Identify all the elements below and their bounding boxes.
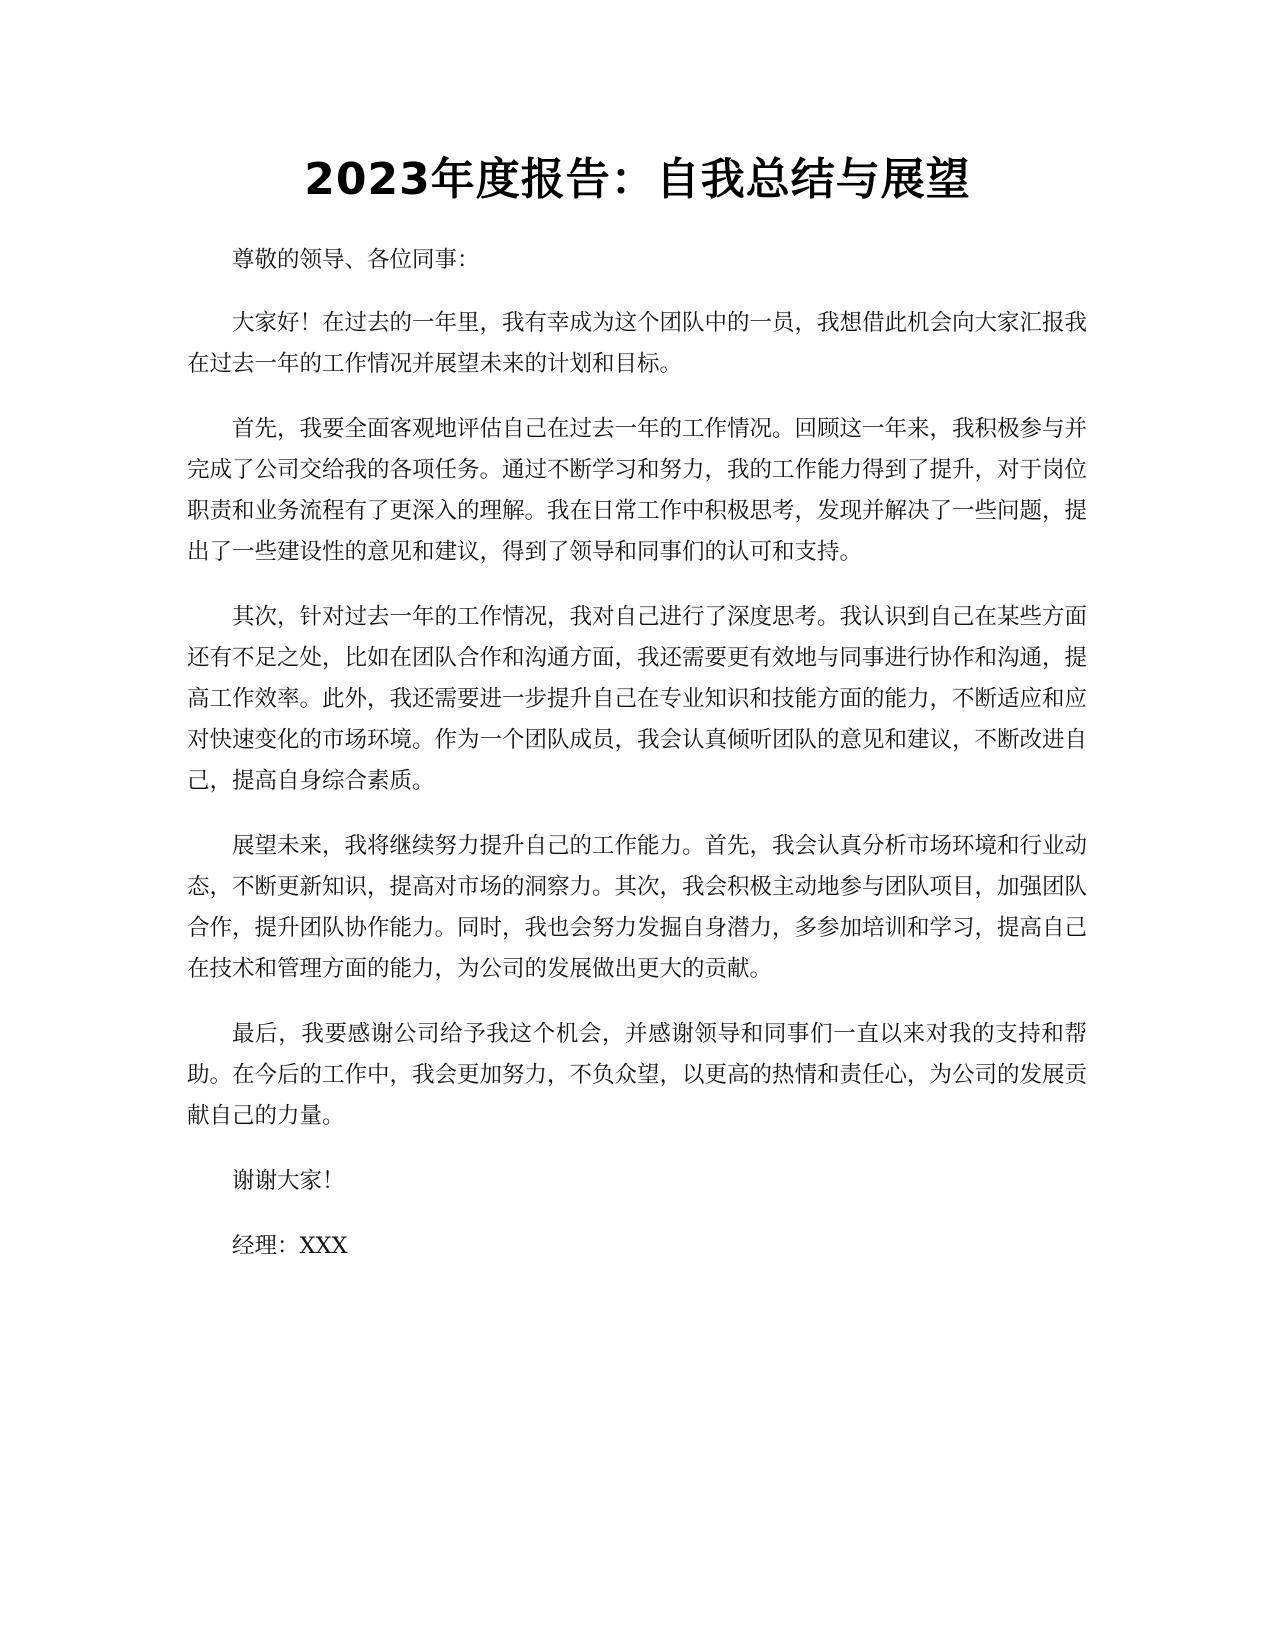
- signature: 经理：XXX: [232, 1233, 348, 1259]
- salutation: 尊敬的领导、各位同事：: [232, 247, 480, 273]
- paragraph-self-assessment: 首先，我要全面客观地评估自己在过去一年的工作情况。回顾这一年来，我积极参与并完成了公司交给我的各项任务。通过不断学习和努力，我的工作能力得到了提升，对于岗位职责和业务流程有了更深入的理解。我在日常工作中积极思考，发现并解决了一些问题，提出了一些建设性的意见和建议，得到了领导和同事们的认可和支持。: [187, 416, 1088, 565]
- paragraph-outlook: 展望未来，我将继续努力提升自己的工作能力。首先，我会认真分析市场环境和行业动态，不断更新知识，提高对市场的洞察力。其次，我会积极主动地参与团队项目，加强团队合作，提升团队协作能力。同时，我也会努力发掘自身潜力，多参加培训和学习，提高自己在技术和管理方面的能力，为公司的发展做出更大的贡献。: [187, 833, 1088, 982]
- paragraph-reflection: 其次，针对过去一年的工作情况，我对自己进行了深度思考。我认识到自己在某些方面还有不足之处，比如在团队合作和沟通方面，我还需要更有效地与同事进行协作和沟通，提高工作效率。此外，我还需要进一步提升自己在专业知识和技能方面的能力，不断适应和应对快速变化的市场环境。作为一个团队成员，我会认真倾听团队的意见和建议，不断改进自己，提高自身综合素质。: [187, 604, 1088, 794]
- document-title: 2023年度报告：自我总结与展望: [304, 154, 971, 205]
- closing-line: 谢谢大家！: [232, 1168, 345, 1194]
- paragraph-greeting: 大家好！在过去的一年里，我有幸成为这个团队中的一员，我想借此机会向大家汇报我在过去一年的工作情况并展望未来的计划和目标。: [187, 310, 1088, 377]
- paragraph-thanks: 最后，我要感谢公司给予我这个机会，并感谢领导和同事们一直以来对我的支持和帮助。在今后的工作中，我会更加努力，不负众望，以更高的热情和责任心，为公司的发展贡献自己的力量。: [187, 1021, 1088, 1129]
- document-body: [187, 240, 1087, 1291]
